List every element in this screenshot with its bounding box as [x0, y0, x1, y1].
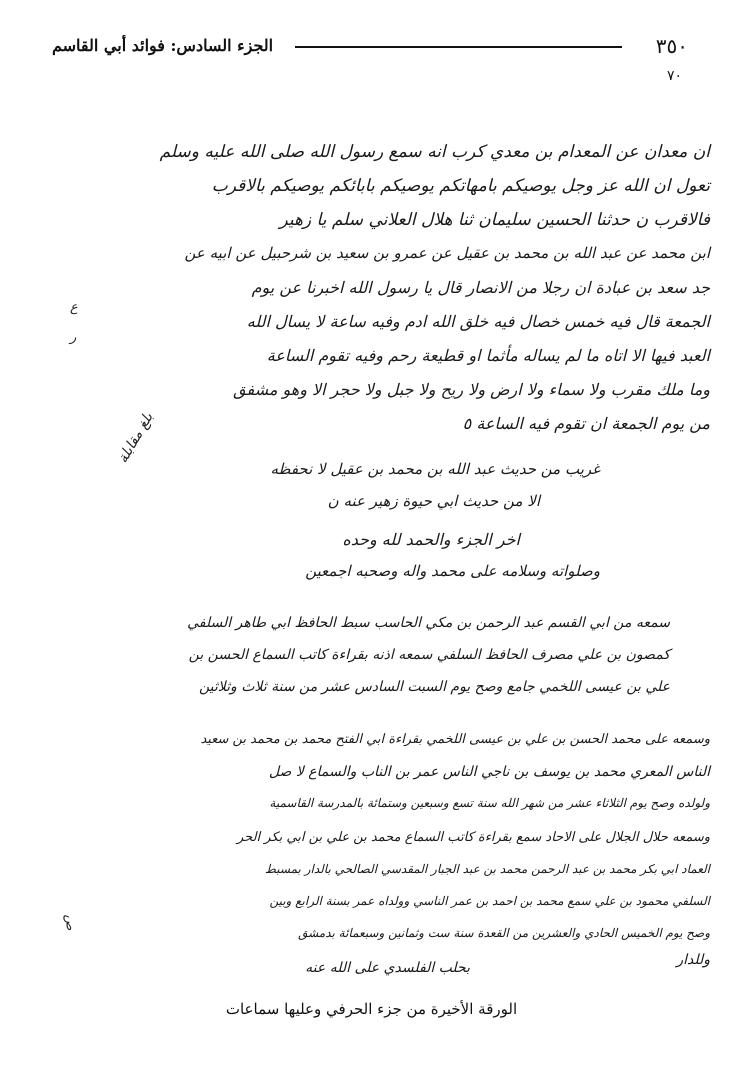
- margin-note: ص: [62, 914, 78, 931]
- samaa-line: وسمعه حلال الجلال على الاحاد سمع بقراءة كاتب السماع محمد بن علي بن ابي بكر الحر: [237, 830, 710, 845]
- manuscript-line: الجمعة قال فيه خمس خصال فيه خلق الله ادم وفيه ساعة لا يسال الله: [246, 312, 710, 331]
- colophon-line: اخر الجزء والحمد لله وحده: [342, 530, 520, 549]
- margin-note: بلغ مقابلة: [114, 410, 157, 466]
- samaa-line: وصح يوم الخميس الحادي والعشرين من القعدة سنة ست وثمانين وسبعمائة بدمشق: [298, 926, 710, 940]
- manuscript-line: جد سعد بن عبادة ان رجلا من الانصار قال يا رسول الله اخبرنا عن يوم: [251, 278, 710, 297]
- manuscript-line: ابن محمد عن عبد الله بن محمد بن عقيل عن عمرو بن سعيد بن شرحبيل عن ابيه عن: [184, 244, 710, 262]
- running-title: الجزء السادس: فوائد أبي القاسم: [52, 36, 274, 55]
- colophon-line: الا من حديث ابي حيوة زهير عنه ن: [327, 492, 540, 510]
- samaa-line: سمعه من ابي القسم عبد الرحمن بن مكي الحاسب سبط الحافظ ابي طاهر السلفي: [187, 615, 670, 631]
- samaa-line: كمصون بن علي مصرف الحافظ السلفي سمعه اذنه بقراءة كاتب السماع الحسن بن: [188, 647, 670, 663]
- figure-caption: الورقة الأخيرة من جزء الحرفي وعليها سماعات: [225, 1000, 518, 1018]
- manuscript-line: فالاقرب ن حدثنا الحسين سليمان ثنا هلال العلاني سلم يا زهير: [279, 210, 710, 230]
- samaa-line: وللدار: [676, 952, 710, 968]
- page-header: [40, 34, 710, 84]
- manuscript-line: تعول ان الله عز وجل يوصيكم بامهاتكم يوصيكم بابائكم يوصيكم بالاقرب: [211, 176, 710, 196]
- colophon-line: وصلواته وسلامه على محمد واله وصحبه اجمعين: [305, 562, 600, 580]
- samaa-line: علي بن عيسى اللخمي جامع وصح يوم السبت السادس عشر من سنة ثلاث وثلاثين: [199, 679, 670, 695]
- page-mark: ٧٠: [666, 68, 682, 84]
- colophon-line: غريب من حديث عبد الله بن محمد بن عقيل لا نحفظه: [270, 460, 600, 478]
- samaa-line: العماد ابي بكر محمد بن عبد الرحمن محمد بن عبد الجبار المقدسي الصالحي بالدار بمسبط: [264, 862, 710, 876]
- samaa-line: الناس المعري محمد بن يوسف بن ناجي الناس عمر بن الناب والسماع لا صل: [268, 764, 710, 780]
- header-rule: [295, 46, 622, 48]
- margin-note: ر: [70, 330, 77, 345]
- manuscript-image: [60, 120, 710, 980]
- samaa-line: السلفي محمود بن علي سمع محمد بن احمد بن عمر الناسي وولداه عمر بسنة الرابع وبين: [269, 894, 710, 908]
- samaa-line: بحلب الفلسدي على الله عنه: [305, 960, 470, 976]
- samaa-line: وسمعه على محمد الحسن بن علي بن عيسى اللخمي بقراءة ابي الفتح محمد بن محمد بن سعيد: [200, 732, 710, 747]
- margin-note: ع: [70, 300, 78, 315]
- manuscript-line: العبد فيها الا اتاه ما لم يساله مأثما او قطيعة رحم وفيه تقوم الساعة: [266, 346, 710, 365]
- manuscript-line: من يوم الجمعة ان تقوم فيه الساعة ٥: [462, 414, 710, 433]
- manuscript-line: وما ملك مقرب ولا سماء ولا ارض ولا ريح ولا جبل ولا حجر الا وهو مشفق: [233, 380, 710, 399]
- page-number: ٣٥٠: [655, 34, 688, 58]
- manuscript-line: ان معدان عن المعدام بن معدي كرب انه سمع رسول الله صلى الله عليه وسلم: [159, 142, 710, 162]
- samaa-line: ولولده وصح يوم الثلاثاء عشر من شهر الله سنة تسع وسبعين وستمائة بالمدرسة القاسمية: [269, 796, 710, 810]
